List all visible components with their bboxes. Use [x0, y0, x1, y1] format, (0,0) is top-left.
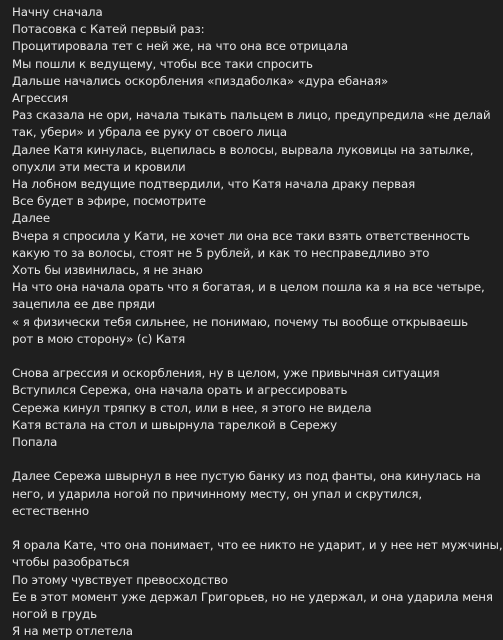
- message-line: Все будет в эфире, посмотрите: [12, 194, 206, 209]
- message-line: Далее Сережа швырнул в нее пустую банку из под фанты, она кинулась на: [12, 469, 481, 484]
- message-line: Ее в этот момент уже держал Григорьев, но не удержал, и она ударила меня: [12, 589, 493, 604]
- message-line: [12, 348, 438, 365]
- message-line: Дальше начались оскорбления «пиздаболка» «дура ебаная»: [12, 73, 389, 88]
- message-line: Агрессия: [12, 91, 68, 106]
- message-line: зацепила ее две пряди: [12, 297, 156, 312]
- message-line: Сережа кинул тряпку в стол, или в нее, я этого не видела: [12, 400, 372, 415]
- message-line: чтобы разобраться: [12, 555, 130, 570]
- message-line: Вчера я спросила у Кати, не хочет ли она все таки взять ответственность: [12, 228, 470, 243]
- message-line: опухли эти места и кровили: [12, 159, 186, 174]
- message-line: ногой в грудь: [12, 607, 97, 622]
- message-line: так, убери» и убрала ее руку от своего лица: [12, 125, 287, 140]
- message-line: Я орала Кате, что она понимает, что ее никто не ударит, и у нее нет мужчины,: [12, 538, 503, 553]
- message-line: какую то за волосы, стоят не 5 рублей, и как то несправедливо это: [12, 245, 430, 260]
- message-line: Мы пошли к ведущему, чтобы все таки спросить: [12, 56, 313, 71]
- message-line: Попала: [12, 435, 58, 450]
- message-line: Далее Катя кинулась, вцепилась в волосы, вырвала луковицы на затылке,: [12, 142, 474, 157]
- message-line: Процитировала тет с ней же, на что она все отрицала: [12, 39, 349, 54]
- message-line: На лобном ведущие подтвердили, что Катя начала драку первая: [12, 177, 416, 192]
- message-line: Вступился Сережа, она начала орать и агрессировать: [12, 383, 348, 398]
- message-line: Потасовка с Катей первый раз:: [12, 22, 205, 37]
- message-line: На что она начала орать что я богатая, и в целом пошла ка я на все четыре,: [12, 280, 485, 295]
- message-line: Далее: [12, 211, 51, 226]
- message-line: Хоть бы извинилась, я не знаю: [12, 263, 203, 278]
- message-line: Снова агрессия и оскорбления, ну в целом, уже привычная ситуация: [12, 366, 440, 381]
- message-line: [12, 520, 438, 537]
- message-line: Я на метр отлетела: [12, 624, 133, 639]
- message-line: « я физически тебя сильнее, не понимаю, почему ты вообще открываешь: [12, 314, 468, 329]
- message-line: По этому чувствует превосходство: [12, 572, 228, 587]
- message-line: естественно: [12, 503, 89, 518]
- message-line: рот в мою сторону» (с) Катя: [12, 331, 186, 346]
- message-line: Катя встала на стол и швырнула тарелкой в Сережу: [12, 417, 338, 432]
- message-line: Раз сказала не ори, начала тыкать пальцем в лицо, предупредила «не делай: [12, 108, 491, 123]
- message-line: него, и ударила ногой по причинному месту, он упал и скрутился,: [12, 486, 423, 501]
- message-line: [12, 451, 438, 468]
- message-line: Начну сначала: [12, 5, 103, 19]
